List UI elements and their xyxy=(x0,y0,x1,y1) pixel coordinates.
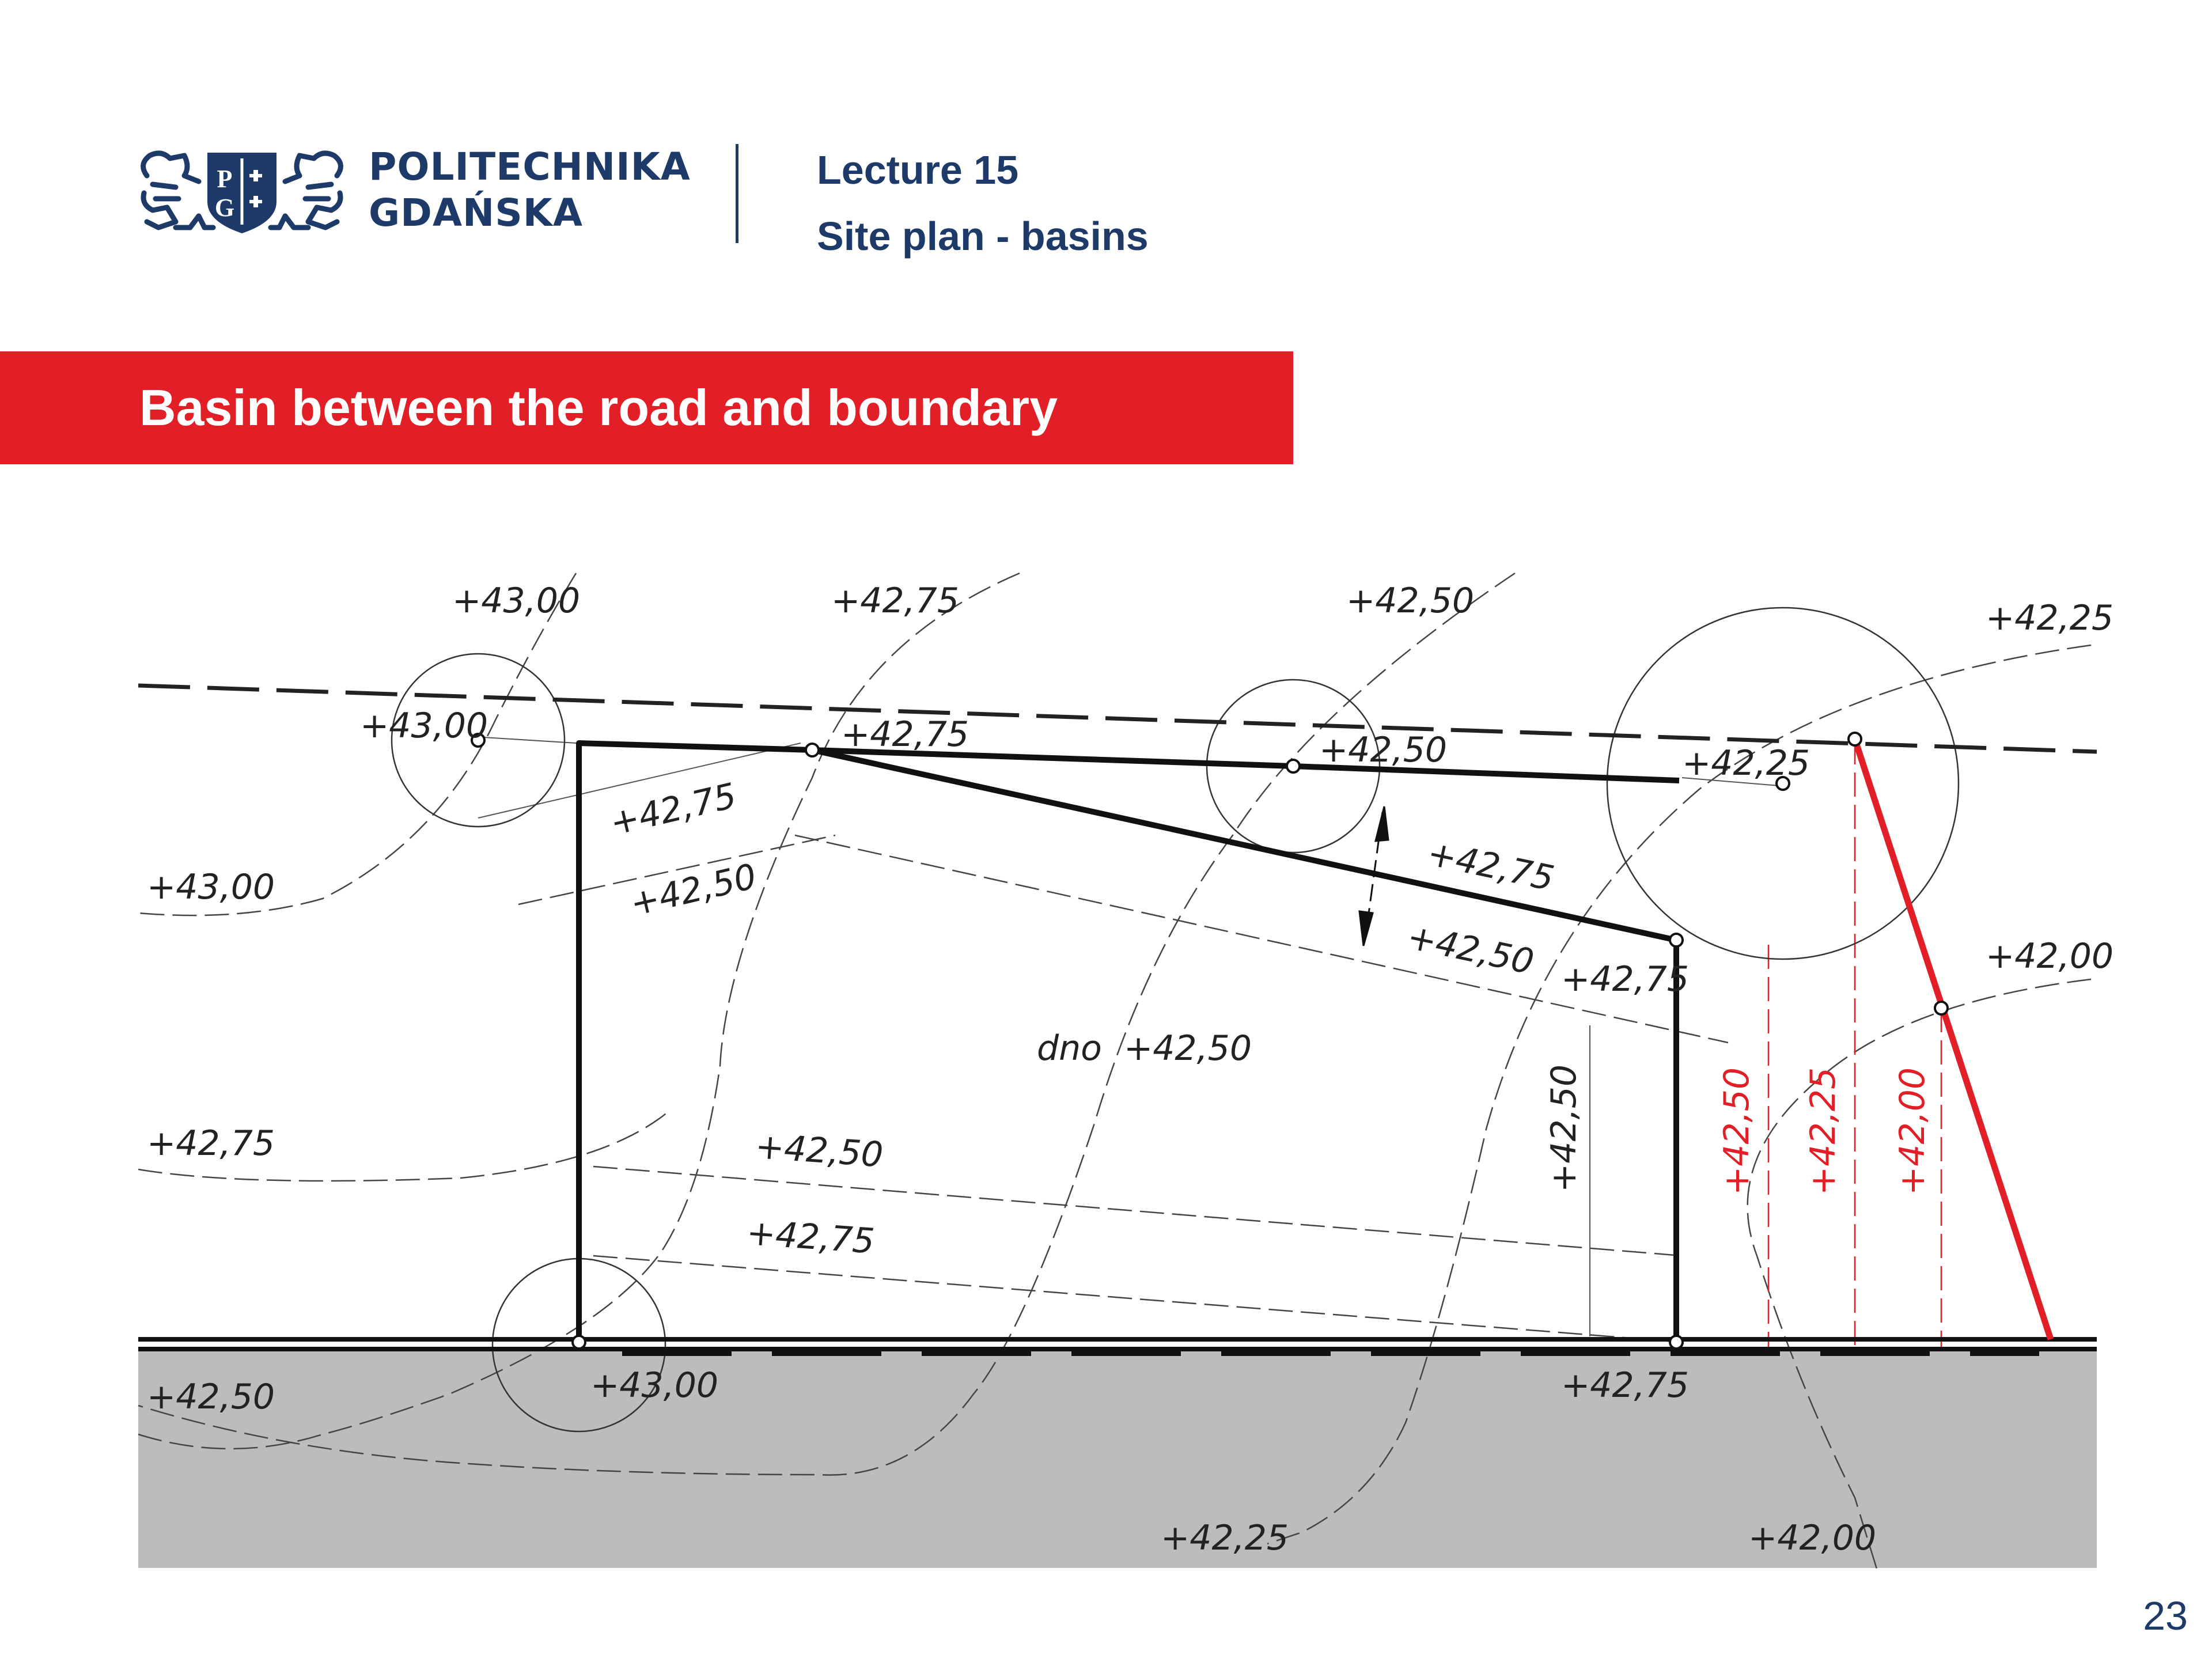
slope-label-left-a: +42,75 xyxy=(606,775,740,844)
point-label-42-25: +42,25 xyxy=(1682,743,1810,783)
road-edge xyxy=(138,1339,2097,1353)
contour-label-top-42-25: +42,25 xyxy=(1986,598,2114,638)
red-label-42-00: +42,00 xyxy=(1892,1067,1933,1195)
slope-label-left-b: +42,50 xyxy=(626,856,760,925)
contour-label-top-42-75: +42,75 xyxy=(831,581,960,621)
red-label-42-50: +42,50 xyxy=(1717,1067,1757,1195)
slope-label-mid-a: +42,50 xyxy=(753,1126,885,1176)
contour-label-left-42-50: +42,50 xyxy=(147,1377,275,1417)
university-name-line2: GDAŃSKA xyxy=(369,191,584,235)
point-label-42-75: +42,75 xyxy=(841,714,969,755)
corner-label-bottom-left: +43,00 xyxy=(590,1365,719,1406)
corner-label-right-upper: +42,75 xyxy=(1561,959,1690,999)
point-label-43-00: +43,00 xyxy=(360,706,488,746)
logo-letter-g: G xyxy=(214,194,235,222)
university-name-line1: POLITECHNIKA xyxy=(369,145,691,189)
basin-bottom-label: dno +42,50 xyxy=(1037,1028,1252,1069)
slope-label-vertical: +42,50 xyxy=(1544,1064,1584,1192)
logo-letter-p: P xyxy=(217,165,233,193)
red-label-42-25: +42,25 xyxy=(1803,1067,1843,1195)
contour-label-right-42-00: +42,00 xyxy=(1986,936,2114,976)
contour-label-bottom-42-00: +42,00 xyxy=(1748,1518,1877,1558)
contour-label-top-42-50: +42,50 xyxy=(1346,581,1475,621)
contour-label-left-43-00: +43,00 xyxy=(147,867,275,907)
corner-label-bottom-right: +42,75 xyxy=(1561,1365,1690,1406)
contour-label-left-42-75: +42,75 xyxy=(147,1123,275,1164)
red-guides xyxy=(1768,740,1941,1348)
page-number: 23 xyxy=(2143,1593,2188,1638)
lecture-number: Lecture 15 xyxy=(817,147,1019,192)
lecture-topic: Site plan - basins xyxy=(817,214,1149,259)
slope-label-mid-b: +42,75 xyxy=(745,1213,876,1262)
construction-circles xyxy=(392,608,1959,1431)
slide-title: Basin between the road and boundary xyxy=(139,379,1058,436)
slope-label-diag-a: +42,75 xyxy=(1423,833,1558,899)
contour-label-top-43-00: +43,00 xyxy=(452,581,581,621)
point-label-42-50: +42,50 xyxy=(1319,730,1448,770)
slope-label-diag-b: +42,50 xyxy=(1403,916,1537,983)
contour-label-bottom-42-25: +42,25 xyxy=(1161,1518,1289,1558)
